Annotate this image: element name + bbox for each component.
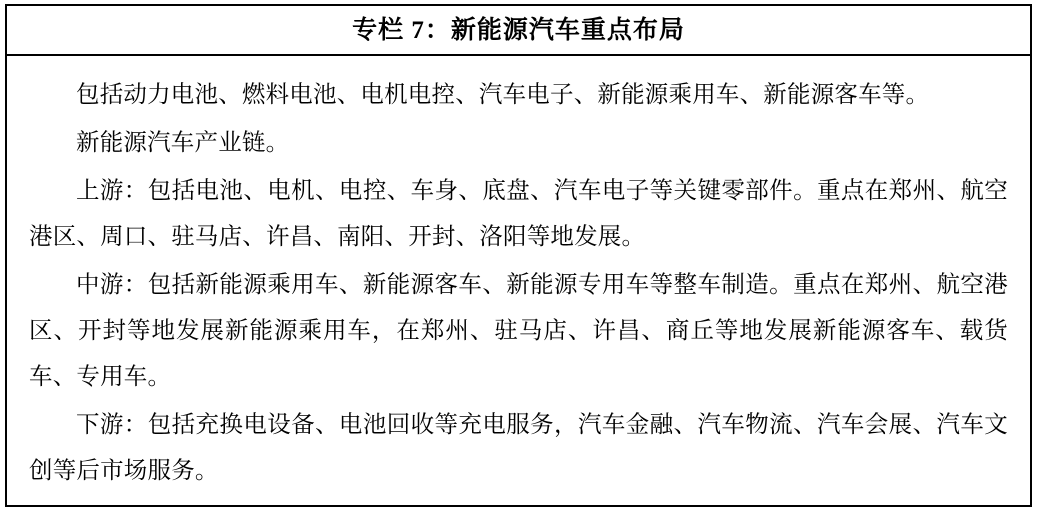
callout-box [5,4,1032,507]
paragraph-midstream: 中游：包括新能源乘用车、新能源客车、新能源专用车等整车制造。重点在郑州、航空港区、开封等地发展新能源乘用车，在郑州、驻马店、许昌、商丘等地发展新能源客车、载货车、专用车。 [29,272,1008,390]
paragraph-downstream: 下游：包括充换电设备、电池回收等充电服务，汽车金融、汽车物流、汽车会展、汽车文创等后市场服务。 [29,412,1008,484]
panel-body [7,56,1030,494]
panel-title: 专栏 7：新能源汽车重点布局 [7,6,1030,56]
paragraph-overview: 包括动力电池、燃料电池、电机电控、汽车电子、新能源乘用车、新能源客车等。 [76,82,930,108]
paragraph-upstream: 上游：包括电池、电机、电控、车身、底盘、汽车电子等关键零部件。重点在郑州、航空港区、周口、驻马店、许昌、南阳、开封、洛阳等地发展。 [29,178,1008,250]
paragraph-industry-chain: 新能源汽车产业链。 [76,130,290,156]
